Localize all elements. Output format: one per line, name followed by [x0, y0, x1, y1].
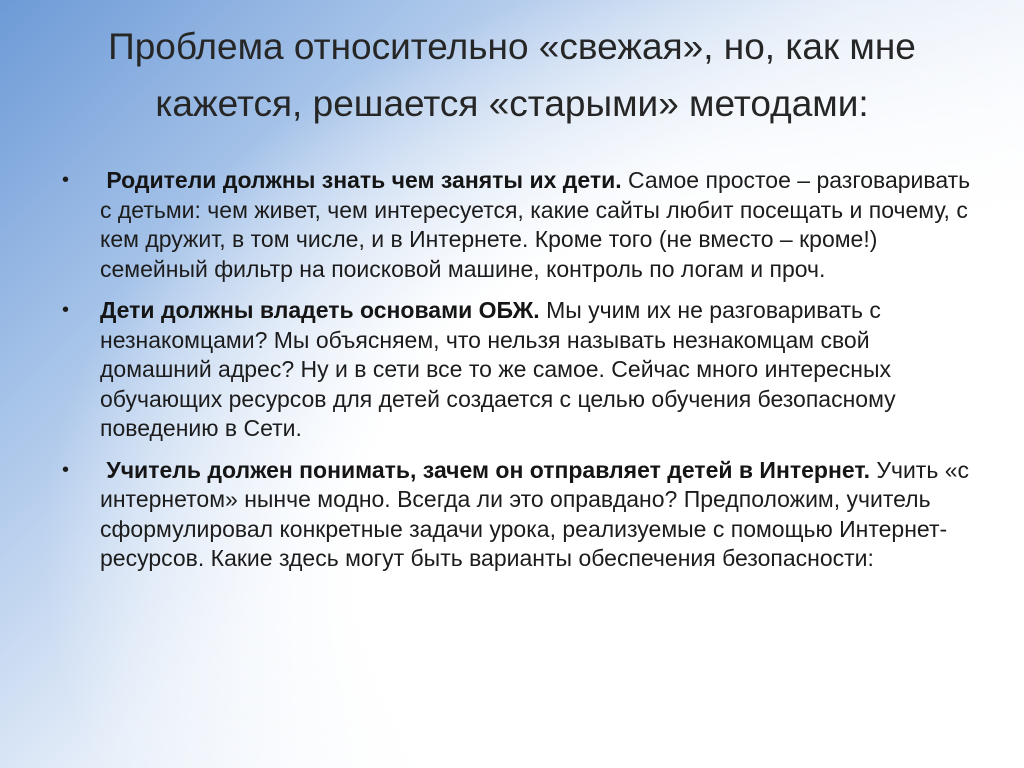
bullet-text: [100, 297, 896, 441]
bullet-marker: •: [62, 458, 70, 481]
bullet-list: [62, 166, 972, 586]
bullet-body: Мы учим их не разговаривать с незнакомцами? Мы объясняем, что нельзя называть незнакомцам свой домашний адрес? Ну и в сети все то же самое. Сейчас много интересных обучающих ресурсов для детей создается с целью обучения безопасному поведению в Сети.: [100, 297, 896, 441]
bullet-marker: •: [62, 169, 70, 191]
bullet-item-parents: [62, 166, 972, 284]
bullet-heading: Учитель должен понимать, зачем он отправляет детей в Интернет.: [106, 456, 870, 483]
bullet-text: [100, 457, 969, 572]
bullet-heading: Дети должны владеть основами ОБЖ.: [100, 297, 540, 323]
bullet-marker: •: [62, 299, 70, 321]
bullet-text: [100, 167, 970, 282]
bullet-item-teacher: [62, 456, 972, 574]
slide-title: [40, 18, 984, 132]
slide-title-line-2: кажется, решается «старыми» методами:: [155, 83, 869, 124]
bullet-body: Учить «с интернетом» нынче модно. Всегда ли это оправдано? Предположим, учитель сформулировал конкретные задачи урока, реализуемые с помощью Интернет-ресурсов. Какие здесь могут быть варианты обеспечения безопасности:: [100, 456, 969, 571]
bullet-item-children: [62, 296, 972, 444]
slide-title-line-1: Проблема относительно «свежая», но, как мне: [108, 26, 916, 67]
bullet-heading: Родители должны знать чем заняты их дети.: [106, 167, 622, 193]
bullet-body: Самое простое – разговаривать с детьми: чем живет, чем интересуется, какие сайты любит посещать и почему, с кем дружит, в том числе, и в Интернете. Кроме того (не вместо – кроме!) семейный фильтр на поисковой машине, контроль по логам и проч.: [100, 167, 971, 282]
